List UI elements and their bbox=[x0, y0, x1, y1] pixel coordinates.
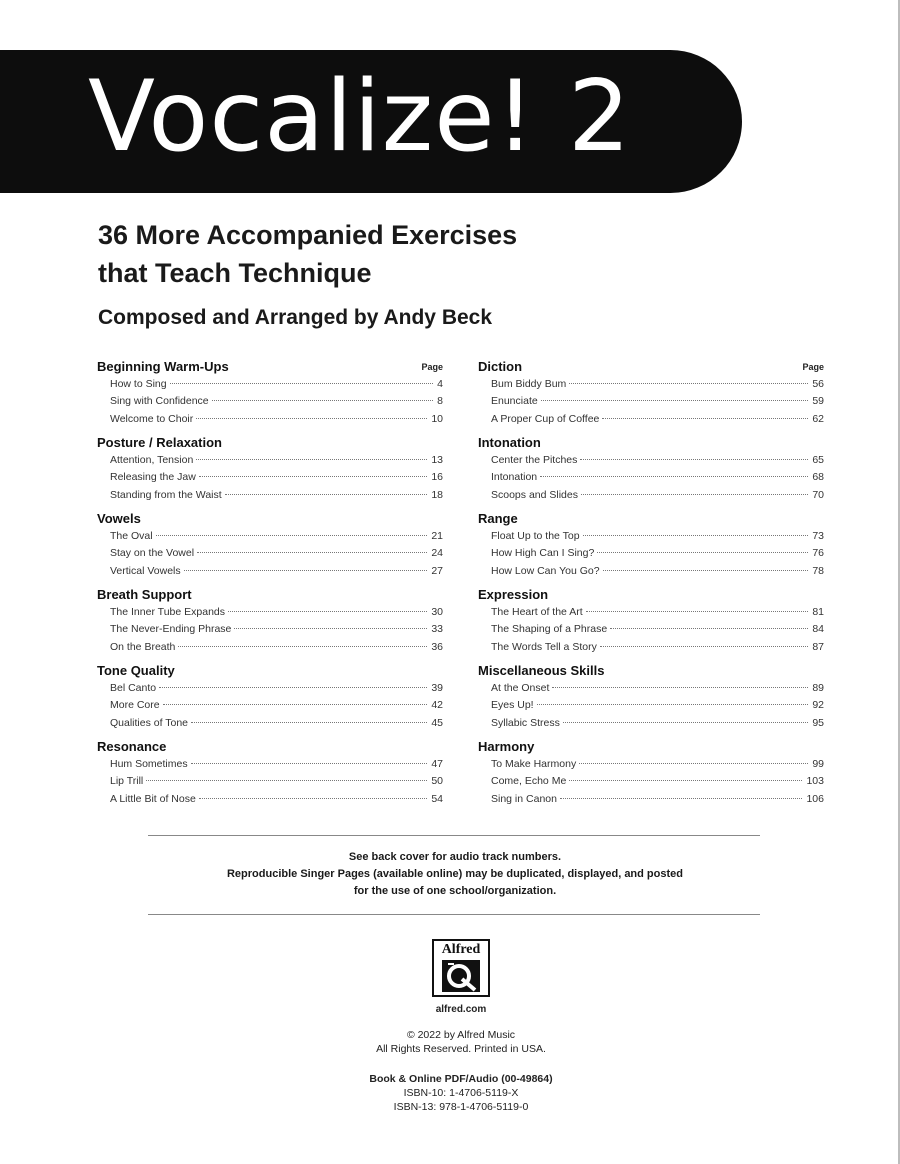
dot-leader bbox=[581, 494, 808, 495]
toc-section-title: Intonation bbox=[478, 435, 541, 450]
toc-entry-title: More Core bbox=[110, 699, 160, 712]
toc-section bbox=[97, 586, 443, 662]
toc-entry-title: Releasing the Jaw bbox=[110, 471, 196, 484]
toc-entry-title: The Never-Ending Phrase bbox=[110, 623, 232, 636]
toc-entry-page: 47 bbox=[431, 758, 443, 770]
subtitle-line-2: that Teach Technique bbox=[98, 258, 372, 288]
toc-entry bbox=[97, 621, 443, 638]
toc-entry bbox=[478, 773, 824, 790]
toc-entry bbox=[478, 376, 824, 393]
alfred-emblem-icon bbox=[442, 960, 480, 992]
toc-entry-page: 54 bbox=[431, 792, 443, 805]
toc-entry-page: 92 bbox=[812, 699, 824, 712]
dot-leader bbox=[580, 459, 808, 460]
toc-entry-title: Bel Canto bbox=[110, 682, 157, 694]
toc-entry-page: 65 bbox=[812, 454, 824, 466]
dot-leader bbox=[156, 535, 428, 536]
toc-section-title: Tone Quality bbox=[97, 663, 175, 678]
toc-section-title: Diction bbox=[478, 359, 523, 374]
toc-entry bbox=[478, 604, 824, 621]
dot-leader bbox=[212, 400, 434, 401]
toc-section-title: Posture / Relaxation bbox=[97, 435, 222, 450]
copyright-block bbox=[330, 1028, 592, 1056]
toc-entry bbox=[97, 411, 443, 428]
dot-leader bbox=[225, 494, 428, 495]
toc-entry-page: 33 bbox=[431, 623, 443, 636]
subtitle-line-1: 36 More Accompanied Exercises bbox=[98, 220, 518, 250]
toc-section-title: Range bbox=[478, 511, 518, 526]
toc-entry-title: The Inner Tube Expands bbox=[110, 606, 225, 618]
dot-leader bbox=[199, 798, 428, 799]
dot-leader bbox=[569, 780, 802, 781]
dot-leader bbox=[586, 611, 809, 612]
toc-entry bbox=[97, 545, 443, 562]
toc-entry-page: 103 bbox=[806, 775, 824, 788]
toc-entry-page: 99 bbox=[812, 758, 824, 770]
toc-entry-title: Scoops and Slides bbox=[491, 488, 578, 501]
toc-entry-page: 56 bbox=[812, 378, 824, 390]
toc-entry-page: 87 bbox=[812, 640, 824, 653]
dot-leader bbox=[191, 763, 428, 764]
toc-section bbox=[478, 434, 824, 510]
dot-leader bbox=[234, 628, 427, 629]
toc-entry-title: Come, Echo Me bbox=[491, 775, 567, 788]
dot-leader bbox=[540, 476, 808, 477]
dot-leader bbox=[163, 704, 428, 705]
toc-entry bbox=[97, 563, 443, 580]
isbn-10: ISBN-10: 1-4706-5119-X bbox=[403, 1087, 519, 1099]
toc-entry-page: 27 bbox=[431, 564, 443, 577]
toc-section-title: Beginning Warm-Ups bbox=[97, 359, 229, 374]
logo-wordmark: Alfred bbox=[441, 942, 481, 957]
dot-leader bbox=[159, 687, 427, 688]
toc-entry bbox=[478, 452, 824, 469]
toc-entry-page: 39 bbox=[431, 682, 443, 694]
toc-entry-title: On the Breath bbox=[110, 640, 176, 653]
toc-entry-title: Enunciate bbox=[491, 395, 538, 408]
toc-entry bbox=[97, 680, 443, 697]
toc-entry-title: Center the Pitches bbox=[491, 454, 578, 466]
toc-entry-title: Qualities of Tone bbox=[110, 716, 189, 729]
divider-top bbox=[148, 835, 760, 836]
copyright-line: © 2022 by Alfred Music bbox=[406, 1029, 516, 1041]
notice-line-1: See back cover for audio track numbers. bbox=[348, 851, 562, 863]
toc-entry-title: The Words Tell a Story bbox=[491, 640, 597, 653]
toc-entry-page: 95 bbox=[812, 716, 824, 729]
dot-leader bbox=[537, 704, 809, 705]
toc-section-title: Miscellaneous Skills bbox=[478, 663, 605, 678]
toc-left-column bbox=[97, 358, 443, 814]
dot-leader bbox=[583, 535, 809, 536]
toc-entry bbox=[478, 411, 824, 428]
toc-entry-page: 50 bbox=[431, 775, 443, 788]
toc-entry-page: 78 bbox=[812, 564, 824, 577]
toc-entry-title: To Make Harmony bbox=[491, 758, 577, 770]
toc-entry bbox=[97, 791, 443, 808]
toc-entry bbox=[97, 487, 443, 504]
toc-entry bbox=[478, 697, 824, 714]
toc-entry bbox=[97, 528, 443, 545]
toc-entry-page: 42 bbox=[431, 699, 443, 712]
toc-entry-page: 59 bbox=[812, 395, 824, 408]
toc-entry-title: A Proper Cup of Coffee bbox=[491, 412, 600, 425]
toc-entry-page: 76 bbox=[812, 547, 824, 560]
dot-leader bbox=[560, 798, 803, 799]
dot-leader bbox=[191, 722, 427, 723]
toc-entry-title: The Heart of the Art bbox=[491, 606, 583, 618]
dot-leader bbox=[196, 418, 427, 419]
dot-leader bbox=[603, 570, 809, 571]
toc-section bbox=[478, 738, 824, 814]
toc-entry bbox=[97, 604, 443, 621]
toc-entry bbox=[478, 791, 824, 808]
toc-entry bbox=[478, 393, 824, 410]
toc-section bbox=[97, 738, 443, 814]
toc-entry bbox=[97, 639, 443, 656]
dot-leader bbox=[569, 383, 808, 384]
toc-entry-title: How to Sing bbox=[110, 378, 167, 390]
toc-entry bbox=[478, 639, 824, 656]
toc-entry-title: Welcome to Choir bbox=[110, 412, 194, 425]
toc-section-title: Expression bbox=[478, 587, 549, 602]
toc-entry-title: A Little Bit of Nose bbox=[110, 792, 196, 805]
toc-entry bbox=[97, 773, 443, 790]
toc-entry-title: Vertical Vowels bbox=[110, 564, 181, 577]
toc-section bbox=[97, 510, 443, 586]
toc-entry-title: How Low Can You Go? bbox=[491, 564, 600, 577]
toc-entry-page: 36 bbox=[431, 640, 443, 653]
toc-entry-title: Hum Sometimes bbox=[110, 758, 188, 770]
toc-right-column bbox=[478, 358, 824, 814]
toc-entry-title: The Shaping of a Phrase bbox=[491, 623, 608, 636]
toc-entry-title: Lip Trill bbox=[110, 775, 144, 788]
toc-entry-title: Float Up to the Top bbox=[491, 530, 580, 542]
publisher-website: alfred.com bbox=[435, 1004, 487, 1015]
toc-entry-page: 18 bbox=[431, 488, 443, 501]
toc-entry-page: 30 bbox=[431, 606, 443, 618]
toc-entry bbox=[97, 376, 443, 393]
toc-entry bbox=[478, 528, 824, 545]
toc-entry bbox=[478, 621, 824, 638]
toc-entry bbox=[478, 756, 824, 773]
toc-entry-title: Intonation bbox=[491, 471, 538, 484]
toc-entry-page: 4 bbox=[437, 378, 443, 390]
toc-entry-page: 8 bbox=[437, 395, 443, 408]
toc-section-title: Resonance bbox=[97, 739, 167, 754]
toc-entry-title: Bum Biddy Bum bbox=[491, 378, 567, 390]
toc-entry-title: Eyes Up! bbox=[491, 699, 534, 712]
book-title: Vocalize! 2 bbox=[88, 60, 632, 174]
dot-leader bbox=[184, 570, 428, 571]
usage-notice bbox=[140, 849, 770, 900]
toc-entry bbox=[478, 715, 824, 732]
book-info-block bbox=[320, 1072, 602, 1114]
toc-section-title: Vowels bbox=[97, 511, 141, 526]
alfred-logo bbox=[432, 939, 490, 997]
toc-section bbox=[478, 358, 824, 434]
rights-line: All Rights Reserved. Printed in USA. bbox=[376, 1043, 546, 1055]
toc-entry-page: 13 bbox=[431, 454, 443, 466]
toc-entry bbox=[97, 393, 443, 410]
toc-entry-page: 73 bbox=[812, 530, 824, 542]
dot-leader bbox=[552, 687, 808, 688]
dot-leader bbox=[197, 552, 427, 553]
notice-line-2: Reproducible Singer Pages (available online) may be duplicated, displayed, and posted bbox=[226, 868, 683, 880]
toc-entry bbox=[97, 756, 443, 773]
dot-leader bbox=[597, 552, 808, 553]
dot-leader bbox=[196, 459, 427, 460]
dot-leader bbox=[170, 383, 434, 384]
page-column-header: Page bbox=[421, 362, 443, 372]
toc-entry bbox=[97, 715, 443, 732]
dot-leader bbox=[228, 611, 427, 612]
toc-entry-title: Attention, Tension bbox=[110, 454, 194, 466]
dot-leader bbox=[579, 763, 808, 764]
toc-entry bbox=[478, 680, 824, 697]
byline: Composed and Arranged by Andy Beck bbox=[98, 306, 493, 329]
subtitle bbox=[98, 216, 698, 292]
toc-entry-title: Sing in Canon bbox=[491, 792, 557, 805]
toc-section bbox=[97, 662, 443, 738]
toc-entry-title: Syllabic Stress bbox=[491, 716, 560, 729]
toc-entry bbox=[478, 487, 824, 504]
toc-entry bbox=[478, 469, 824, 486]
toc-entry bbox=[478, 563, 824, 580]
notice-line-3: for the use of one school/organization. bbox=[353, 885, 557, 897]
toc-entry bbox=[478, 545, 824, 562]
dot-leader bbox=[146, 780, 427, 781]
book-edition: Book & Online PDF/Audio (00-49864) bbox=[369, 1073, 553, 1085]
toc-section bbox=[478, 586, 824, 662]
toc-entry-page: 10 bbox=[431, 412, 443, 425]
toc-entry-page: 68 bbox=[812, 471, 824, 484]
toc-section bbox=[97, 358, 443, 434]
toc-entry-title: The Oval bbox=[110, 530, 153, 542]
page-column-header: Page bbox=[802, 362, 824, 372]
toc-entry-page: 89 bbox=[812, 682, 824, 694]
toc-entry-page: 45 bbox=[431, 716, 443, 729]
dot-leader bbox=[199, 476, 428, 477]
toc-entry-title: Standing from the Waist bbox=[110, 488, 222, 501]
dot-leader bbox=[541, 400, 809, 401]
toc-section-title: Harmony bbox=[478, 739, 535, 754]
toc-entry-title: Stay on the Vowel bbox=[110, 547, 195, 560]
toc-section bbox=[97, 434, 443, 510]
dot-leader bbox=[563, 722, 808, 723]
toc-entry-title: At the Onset bbox=[491, 682, 550, 694]
dot-leader bbox=[610, 628, 808, 629]
toc-entry bbox=[97, 469, 443, 486]
toc-section bbox=[478, 510, 824, 586]
toc-entry bbox=[97, 452, 443, 469]
dot-leader bbox=[600, 646, 808, 647]
toc-entry-page: 24 bbox=[431, 547, 443, 560]
toc-entry-page: 70 bbox=[812, 488, 824, 501]
toc-section bbox=[478, 662, 824, 738]
toc-entry-page: 106 bbox=[806, 792, 824, 805]
toc-entry-title: How High Can I Sing? bbox=[491, 547, 595, 560]
toc-entry-title: Sing with Confidence bbox=[110, 395, 209, 408]
toc-entry-page: 84 bbox=[812, 623, 824, 636]
dot-leader bbox=[178, 646, 427, 647]
toc-entry bbox=[97, 697, 443, 714]
divider-bottom bbox=[148, 914, 760, 915]
toc-entry-page: 81 bbox=[812, 606, 824, 618]
toc-entry-page: 21 bbox=[431, 530, 443, 542]
toc-entry-page: 16 bbox=[431, 471, 443, 484]
toc-entry-page: 62 bbox=[812, 412, 824, 425]
dot-leader bbox=[602, 418, 808, 419]
toc-section-title: Breath Support bbox=[97, 587, 192, 602]
isbn-13: ISBN-13: 978-1-4706-5119-0 bbox=[393, 1101, 529, 1113]
